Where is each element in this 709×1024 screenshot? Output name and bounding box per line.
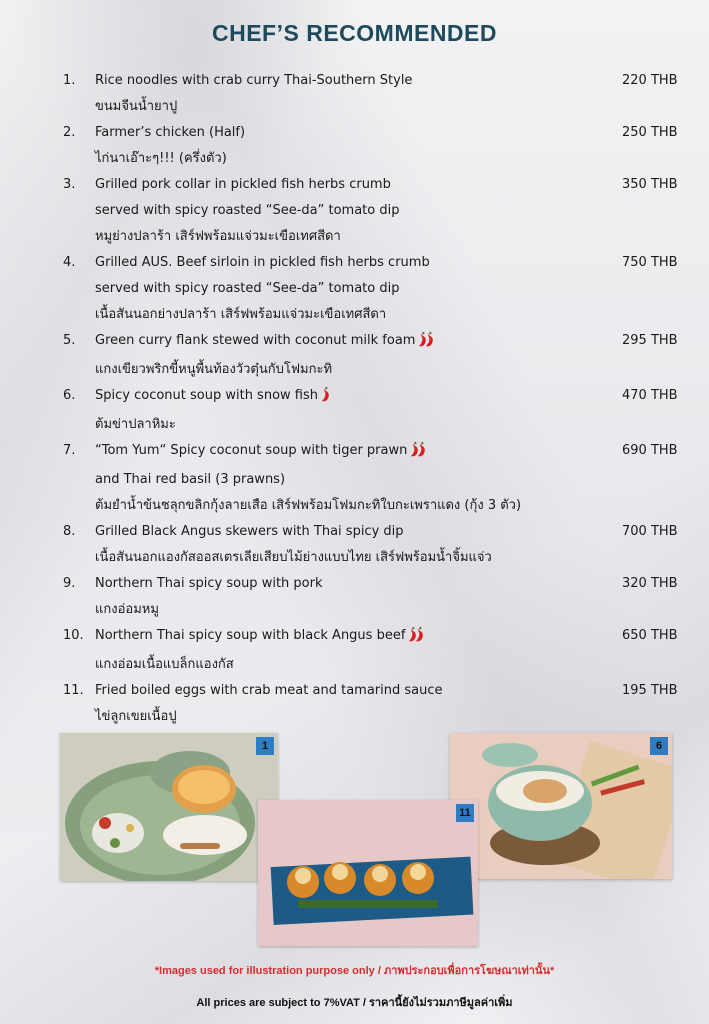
item-price: 295 THB [622, 333, 678, 348]
item-text: แกงอ่อมหมู [95, 602, 159, 617]
item-text: Northern Thai spicy soup with black Angus beef [95, 628, 406, 643]
photo-badge-11: 11 [456, 804, 474, 822]
item-description [95, 146, 615, 172]
item-text: Grilled pork collar in pickled fish herbs crumb [95, 177, 391, 192]
item-name [95, 383, 615, 412]
item-description [95, 597, 615, 623]
menu-item [0, 678, 709, 730]
item-text: ต้มข่าปลาหิมะ [95, 417, 176, 432]
item-number: 9. [63, 576, 76, 591]
photo-dish-6 [450, 733, 672, 879]
item-text: Rice noodles with crab curry Thai-Southern Style [95, 73, 413, 88]
item-description [95, 467, 615, 493]
item-text: ขนมจีนน้ำยาปู [95, 99, 178, 114]
item-text: and Thai red basil (3 prawns) [95, 472, 286, 487]
item-price: 650 THB [622, 628, 678, 643]
item-description [95, 412, 615, 438]
item-number: 11. [63, 683, 84, 698]
item-text: Spicy coconut soup with snow fish [95, 388, 318, 403]
item-name [95, 120, 615, 146]
item-description [95, 94, 615, 120]
item-price: 750 THB [622, 255, 678, 270]
item-text: หมูย่างปลาร้า เสิร์ฟพร้อมแจ่วมะเขือเทศสีดา [95, 229, 341, 244]
dish-1-image [60, 733, 278, 881]
menu-item [0, 519, 709, 571]
item-price: 250 THB [622, 125, 678, 140]
menu-item [0, 383, 709, 438]
item-text: Farmer’s chicken (Half) [95, 125, 246, 140]
menu-list [0, 68, 709, 730]
item-text: ไก่นาเอ๊าะๆ!!! (ครึ่งตัว) [95, 151, 227, 166]
menu-item [0, 68, 709, 120]
dish-6-image [450, 733, 672, 879]
item-price: 690 THB [622, 443, 678, 458]
item-price: 220 THB [622, 73, 678, 88]
item-name [95, 678, 615, 704]
item-text: served with spicy roasted “See-da” tomato dip [95, 281, 400, 296]
item-text: เนื้อสันนอกแองกัสออสเตรเลียเสียบไม้ย่างแบบไทย เสิร์ฟพร้อมน้ำจิ้มแจ่ว [95, 550, 492, 565]
item-name [95, 68, 615, 94]
photo-dish-1 [60, 733, 278, 881]
item-name [95, 328, 615, 357]
item-description [95, 224, 615, 250]
item-name [95, 250, 615, 276]
illustration-disclaimer: *Images used for illustration purpose only / ภาพประกอบเพื่อการโฆษณาเท่านั้น* [154, 965, 555, 977]
menu-item [0, 120, 709, 172]
item-text: ไข่ลูกเขยเนื้อปู [95, 709, 177, 724]
item-name [95, 172, 615, 198]
chili-icon [414, 626, 425, 652]
item-name [95, 623, 615, 652]
dish-11-image [258, 800, 478, 946]
item-number: 2. [63, 125, 76, 140]
item-text: แกงอ่อมเนื้อแบล็กแองกัส [95, 657, 234, 672]
item-price: 195 THB [622, 683, 678, 698]
menu-item [0, 623, 709, 678]
item-number: 1. [63, 73, 76, 88]
item-description [95, 545, 615, 571]
item-number: 8. [63, 524, 76, 539]
item-number: 10. [63, 628, 84, 643]
item-price: 470 THB [622, 388, 678, 403]
item-number: 7. [63, 443, 76, 458]
item-number: 3. [63, 177, 76, 192]
page-title: CHEF’S RECOMMENDED [211, 20, 497, 46]
item-text: served with spicy roasted “See-da” tomato dip [95, 203, 400, 218]
menu-item [0, 250, 709, 328]
item-text: แกงเขียวพริกขี้หนูพื้นท้องวัวตุ๋นกับโฟมกะทิ [95, 362, 333, 377]
item-name [95, 519, 615, 545]
photo-badge-6: 6 [650, 737, 668, 755]
item-name [95, 438, 615, 467]
menu-item [0, 571, 709, 623]
item-text: ต้มยำน้ำข้นชลุกขลิกกุ้งลายเสือ เสิร์ฟพร้อมโฟมกะทิใบกะเพราแดง (กุ้ง 3 ตัว) [95, 498, 522, 513]
item-description [95, 493, 615, 519]
item-text: Green curry flank stewed with coconut milk foam [95, 333, 416, 348]
item-text: Northern Thai spicy soup with pork [95, 576, 323, 591]
item-description [95, 357, 615, 383]
item-description [95, 652, 615, 678]
menu-item [0, 438, 709, 519]
menu-item [0, 172, 709, 250]
chili-icon [424, 331, 435, 357]
photo-dish-11 [258, 800, 478, 946]
menu-item [0, 328, 709, 383]
item-price: 700 THB [622, 524, 678, 539]
item-text: Fried boiled eggs with crab meat and tamarind sauce [95, 683, 443, 698]
photo-badge-1: 1 [256, 737, 274, 755]
item-price: 350 THB [622, 177, 678, 192]
item-text: Grilled AUS. Beef sirloin in pickled fish herbs crumb [95, 255, 430, 270]
item-description [95, 704, 615, 730]
item-description [95, 302, 615, 328]
item-text: “Tom Yum“ Spicy coconut soup with tiger prawn [95, 443, 408, 458]
item-text: เนื้อสันนอกย่างปลาร้า เสิร์ฟพร้อมแจ่วมะเขือเทศสีดา [95, 307, 387, 322]
chili-icon [320, 386, 331, 412]
vat-note: All prices are subject to 7%VAT / ราคานี้ยังไม่รวมภาษีมูลค่าเพิ่ม [196, 997, 513, 1009]
item-name [95, 571, 615, 597]
item-number: 6. [63, 388, 76, 403]
item-description [95, 198, 615, 224]
item-price: 320 THB [622, 576, 678, 591]
item-number: 4. [63, 255, 76, 270]
item-number: 5. [63, 333, 76, 348]
item-text: Grilled Black Angus skewers with Thai spicy dip [95, 524, 404, 539]
chili-icon [416, 441, 427, 467]
item-description [95, 276, 615, 302]
